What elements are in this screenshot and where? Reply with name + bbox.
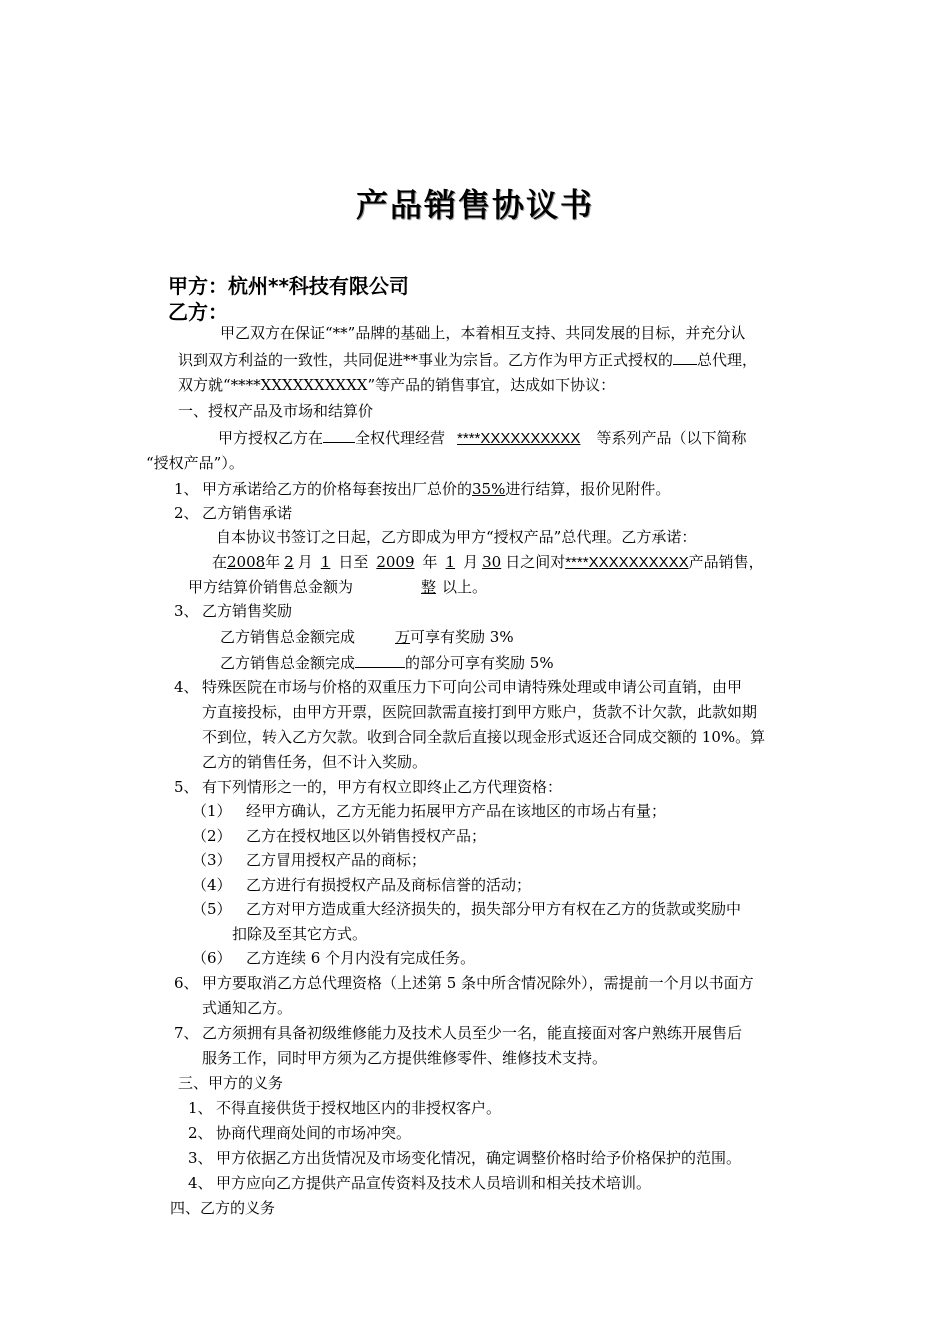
item-2-line-3 — [188, 577, 487, 597]
intro-line-2-text: 识到双方利益的一致性，共同促进**事业为宗旨。乙方作为甲方正式授权的 — [178, 351, 674, 369]
reward-1-rate: 可享有奖励 3% — [410, 628, 514, 646]
duty-2-number: 2、 — [188, 1124, 213, 1142]
intro-line-1: 甲乙双方在保证“**”品牌的基础上，本着相互支持、共同发展的目标，并充分认 — [220, 324, 746, 342]
sec1-line-2: “授权产品”）。 — [146, 454, 244, 472]
sub-item-1-text: 经甲方确认，乙方无能力拓展甲方产品在该地区的市场占有量； — [246, 802, 667, 820]
reward-line-1 — [220, 627, 514, 647]
item-1-text-c: 进行结算，报价见附件。 — [505, 480, 671, 498]
end-month: 1 — [445, 553, 456, 571]
sub-item-1-number: （1） — [192, 802, 232, 820]
item-6-line-2: 式通知乙方。 — [202, 999, 293, 1017]
sub-item-3-text: 乙方冒用授权产品的商标； — [246, 851, 427, 869]
sub-item-6-number: （6） — [192, 949, 232, 967]
item-3-number: 3、 — [174, 602, 199, 620]
date-text-to: 日至 — [338, 553, 369, 571]
document-title: 产品销售协议书 — [355, 186, 594, 224]
item-6-number: 6、 — [174, 974, 199, 992]
sec1-text-a: 甲方授权乙方在 — [218, 429, 324, 447]
reward-2-text: 乙方销售总金额完成 — [220, 654, 356, 672]
item-1-text-a: 甲方承诺给乙方的价格每套按出厂总价的 — [202, 480, 473, 498]
sub-item-3-number: （3） — [192, 851, 232, 869]
total-amount-blank[interactable]: 整 — [421, 578, 437, 596]
item-1-text — [202, 479, 670, 499]
end-year: 2009 — [376, 553, 415, 571]
duty-1-number: 1、 — [188, 1099, 213, 1117]
item-7-line-2: 服务工作，同时甲方须为乙方提供维修零件、维修技术支持。 — [202, 1049, 608, 1067]
section-1-heading: 一、授权产品及市场和结算价 — [178, 402, 374, 420]
item-6-line-1: 甲方要取消乙方总代理资格（上述第 5 条中所含情况除外），需提前一个月以书面方 — [202, 974, 754, 992]
duty-2-text: 协商代理商处间的市场冲突。 — [216, 1124, 412, 1142]
item-2-number: 2、 — [174, 504, 199, 522]
item-2-line-2 — [212, 552, 764, 573]
party-b: 乙方： — [168, 300, 228, 324]
date-text-year-2: 年 — [422, 553, 438, 571]
settlement-percent: 35% — [472, 480, 506, 498]
reward-line-2 — [220, 652, 554, 673]
item-4-line-2: 方直接投标，由甲方开票，医院回款需直接打到甲方账户，货款不计欠款，此款如期 — [202, 703, 758, 721]
item-5-heading: 有下列情形之一的，甲方有权立即终止乙方代理资格： — [202, 778, 563, 796]
sub-item-2-number: （2） — [192, 827, 232, 845]
start-month: 2 — [284, 553, 294, 571]
intro-line-2 — [178, 349, 757, 370]
sub-item-2-text: 乙方在授权地区以外销售授权产品； — [246, 827, 487, 845]
item-2-line-1: 自本协议书签订之日起，乙方即成为甲方“授权产品”总代理。乙方承诺： — [216, 528, 697, 546]
start-day: 1 — [320, 553, 331, 571]
sub-item-6-text: 乙方连续 6 个月内没有完成任务。 — [246, 949, 476, 967]
product-name: ****XXXXXXXXXX — [457, 430, 581, 447]
total-amount-text: 甲方结算价销售总金额为 — [188, 578, 354, 596]
sub-item-5-text: 乙方对甲方造成重大经济损失的，损失部分甲方有权在乙方的货款或奖励中 — [246, 900, 742, 918]
duty-3-number: 3、 — [188, 1149, 213, 1167]
region-blank[interactable] — [323, 427, 355, 443]
duty-4-number: 4、 — [188, 1174, 213, 1192]
sub-item-5-number: （5） — [192, 900, 232, 918]
date-text-sales: 产品销售， — [688, 553, 764, 571]
total-amount-end: 以上。 — [442, 578, 488, 596]
item-7-number: 7、 — [174, 1024, 199, 1042]
section-3-heading: 三、甲方的义务 — [178, 1074, 284, 1092]
date-text-year-1: 年 — [265, 553, 281, 571]
item-4-line-4: 乙方的销售任务，但不计入奖励。 — [202, 753, 428, 771]
end-day: 30 — [482, 553, 502, 571]
duty-4-text: 甲方应向乙方提供产品宣传资料及技术人员培训和相关技术培训。 — [216, 1174, 652, 1192]
start-year: 2008 — [227, 553, 266, 571]
reward-1-text: 乙方销售总金额完成 — [220, 628, 356, 646]
item-4-line-3: 不到位，转入乙方欠款。收到合同全款后直接以现金形式返还合同成交额的 10%。算 — [202, 728, 766, 746]
party-a: 甲方：杭州**科技有限公司 — [168, 274, 409, 298]
date-text-month-2: 月 — [463, 553, 479, 571]
sub-item-5-continued: 扣除及至其它方式。 — [232, 925, 368, 943]
duty-3-text: 甲方依据乙方出货情况及市场变化情况，确定调整价格时给予价格保护的范围。 — [216, 1149, 742, 1167]
sec1-text-d: 等系列产品（以下简称 — [596, 429, 747, 447]
sub-item-4-text: 乙方进行有损授权产品及商标信誉的活动； — [246, 876, 532, 894]
date-text-between: 日之间对 — [505, 553, 566, 571]
section-4-heading: 四、乙方的义务 — [170, 1199, 276, 1217]
reward-2-amount-blank[interactable] — [355, 652, 405, 668]
date-text-zai: 在 — [212, 553, 228, 571]
date-text-month-1: 月 — [297, 553, 313, 571]
item-4-line-1: 特殊医院在市场与价格的双重压力下可向公司申请特殊处理或申请公司直销，由甲 — [202, 678, 743, 696]
product-name-2: ****XXXXXXXXXX — [565, 554, 689, 571]
intro-line-3: 双方就“****XXXXXXXXXX”等产品的销售事宜，达成如下协议： — [178, 376, 616, 394]
item-2-heading: 乙方销售承诺 — [202, 504, 293, 522]
sub-item-4-number: （4） — [192, 876, 232, 894]
sec1-text-b: 全权代理经营 — [355, 429, 446, 447]
item-4-number: 4、 — [174, 678, 199, 696]
agency-level-blank[interactable] — [673, 349, 697, 365]
sec1-line-1 — [218, 427, 746, 449]
item-3-heading: 乙方销售奖励 — [202, 602, 293, 620]
duty-1-text: 不得直接供货于授权地区内的非授权客户。 — [216, 1099, 502, 1117]
intro-line-2-end: 总代理， — [697, 351, 758, 369]
item-1-number: 1、 — [174, 480, 199, 498]
item-7-line-1: 乙方须拥有具备初级维修能力及技术人员至少一名，能直接面对客户熟练开展售后 — [202, 1024, 743, 1042]
reward-1-amount-blank[interactable]: 万 — [395, 628, 411, 646]
reward-2-rate: 的部分可享有奖励 5% — [405, 654, 554, 672]
item-5-number: 5、 — [174, 778, 199, 796]
